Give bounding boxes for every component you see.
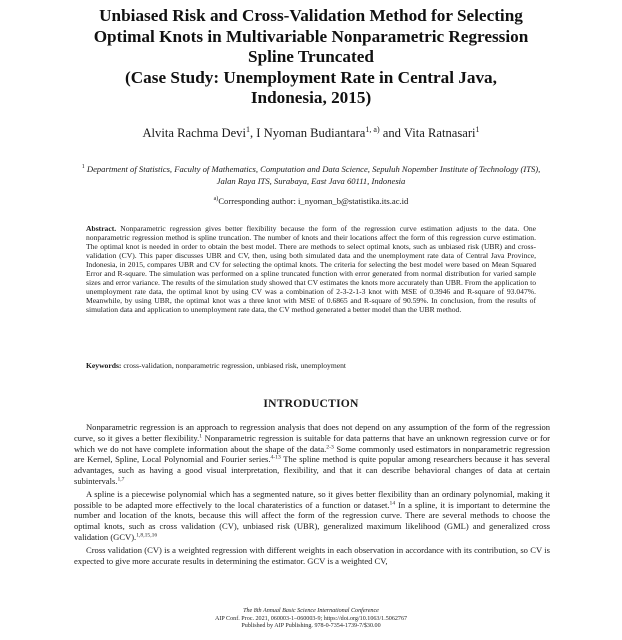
- keywords-label: Keywords:: [86, 361, 122, 370]
- affiliation-marker: 1: [81, 164, 85, 170]
- affiliation: [72, 161, 550, 187]
- paragraph: [74, 422, 550, 487]
- author-name: Alvita Rachma Devi: [142, 126, 246, 140]
- author-affiliation-marker: 1: [245, 125, 250, 134]
- abstract-text: Nonparametric regression gives better flexibility because the form of the regression curve estimation adjusts to the data. One nonparametric regression method is spline truncation. The number of knots and their locations affect the form of this regression curve estimation. The optimal knot is needed in order to obtain the best model. There are methods to select optimal knots, such as unbiased risk (UBR) and cross-validation (CV). This paper discusses UBR and CV, then, using both simulated data and the unemployment rate data of Central Java Province, Indonesia, in 2015, compares UBR and CV for selecting the optimal knots. The criteria for selecting the best model were based on Mean Squared Error and R-square. The simulation was performed on a spline truncated function with error generated from normal distribution for varied sample sizes and error variance. The results of the simulation study showed that CV estimates the knots more accurately than UBR. From the application to unemployment rate data, the optimal knot by using CV was a combination of 2-3-2-1-3 knot with MSE of 0.3946 and R-square of 93.047%. Meanwhile, by using UBR, the optimal knot was a three knot with MSE of 0.6865 and R-square of 90.59%. In conclusion, from the results of simulation data and application to unemployment rate data, the CV method generated a better model than the UBR method.: [86, 224, 536, 314]
- author-list: [40, 125, 582, 141]
- abstract-label: Abstract.: [86, 224, 117, 233]
- text-run: The spline method is quite popular among researchers because it has several advantages, such as having a good visual interpretation, flexibility, and that it can describe behavioral changes of data at certain subintervals.: [74, 454, 550, 486]
- footer-citation: AIP Conf. Proc. 2021, 060003-1–060003-9; https://doi.org/10.1063/1.5062767: [214, 615, 408, 622]
- introduction-body: [74, 422, 550, 566]
- corresponding-email: Corresponding author: i_nyoman_b@statistika.its.ac.id: [218, 196, 409, 206]
- author-name: I Nyoman Budiantara: [256, 126, 366, 140]
- paper-title: [40, 6, 582, 109]
- author-affiliation-marker: 1, a): [365, 125, 380, 134]
- affiliation-text: Department of Statistics, Faculty of Mathematics, Computation and Data Science, Sepuluh Nopember Institute of Technology (ITS), Jalan Raya ITS, Surabaya, East Java 60111, Indonesia: [86, 164, 541, 186]
- footer-conference: The 8th Annual Basic Science International Conference: [243, 608, 379, 614]
- text-run: Nonparametric regression is an approach to regression analysis that does not depend on any assumption of the form of the regression curve, so it gives a better flexibility.: [74, 422, 550, 443]
- citation-ref: 14: [389, 499, 396, 506]
- keywords: [86, 361, 536, 370]
- abstract: [86, 225, 536, 315]
- author-separator: ,: [249, 126, 257, 140]
- citation-ref: 1: [199, 433, 203, 440]
- title-line-3: Spline Truncated: [248, 47, 374, 67]
- paragraph: [74, 489, 550, 543]
- citation-ref: 2-3: [326, 444, 334, 450]
- title-line-4: (Case Study: Unemployment Rate in Central Java,: [125, 67, 497, 87]
- text-run: In a spline, it is important to determine the number and location of the knots, because this will affect the form of the regression curve. There are several methods to choose the optimal knots, such as cross validation (CV), unbiased risk (UBR), generalized maximum likelihood (GML) and generalized cross validation (GCV).: [74, 499, 550, 542]
- corresponding-marker: a): [213, 196, 219, 202]
- citation-ref: 4-13: [270, 454, 281, 461]
- author-affiliation-marker: 1: [475, 125, 480, 134]
- section-heading: INTRODUCTION: [263, 397, 359, 410]
- page-footer: [40, 608, 582, 631]
- citation-ref: 1,8,15,16: [136, 532, 158, 539]
- citation-ref: 1,7: [117, 476, 125, 483]
- title-line-1: Unbiased Risk and Cross-Validation Method for Selecting: [99, 6, 523, 25]
- text-run: Nonparametric regression is suitable for data patterns that have an unknown regression curve or for which we do not have complete information about the shape of the data.: [74, 432, 550, 454]
- title-line-5: Indonesia, 2015): [250, 88, 372, 108]
- footer-publisher: Published by AIP Publishing. 978-0-7354-1739-7/$30.00: [241, 623, 381, 630]
- text-run: Cross validation (CV) is a weighted regression with different weights in each observation in accordance with its contribution, so CV is expected to give more accurate results in determining the estimator. GCV is a weighted CV,: [74, 544, 550, 566]
- author-name: Vita Ratnasari: [403, 126, 476, 140]
- keywords-text: cross-validation, nonparametric regression, unbiased risk, unemployment: [123, 361, 347, 370]
- text-run: A spline is a piecewise polynomial which has a segmented nature, so it gives better flexibility than an ordinary polynomial, making it possible to be adapted more effectively to the local charateristics of a function or dataset.: [74, 488, 550, 510]
- title-line-2: Optimal Knots in Multivariable Nonparametric Regression: [93, 26, 529, 46]
- corresponding-author: [72, 196, 550, 206]
- author-separator: and: [379, 126, 404, 140]
- paragraph: [74, 545, 550, 567]
- text-run: Some commonly used estimators in nonparametric regression are Kernel, Spline, Local Polynomial and Fourier series.: [74, 443, 550, 465]
